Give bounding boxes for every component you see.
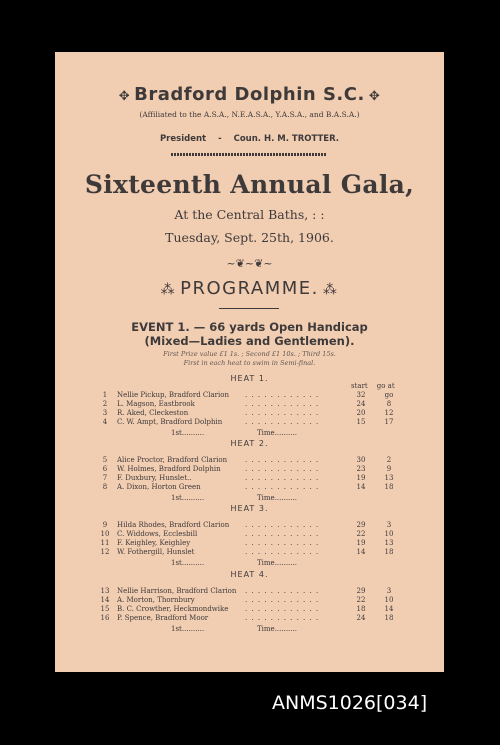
- prize-line: First Prize value £1 1s. ; Second £1 10s. ; Third 15s.: [163, 350, 336, 358]
- entry-name: P. Spence, Bradford Moor: [117, 614, 209, 622]
- leader-dots: . . . . . . . . . . . .: [245, 391, 320, 399]
- leader-dots: . . . . . . . . . . . .: [245, 539, 320, 547]
- heat-title: HEAT 1.: [230, 374, 269, 383]
- time-blank: Time..........: [257, 494, 297, 502]
- entry-number: 7: [102, 474, 108, 482]
- leader-dots: . . . . . . . . . . . .: [245, 483, 320, 491]
- entry-row: [55, 548, 444, 557]
- entry-number: 14: [100, 596, 110, 604]
- time-blank: Time..........: [257, 559, 297, 567]
- entry-row: [55, 400, 444, 409]
- programme-heading: [55, 278, 444, 299]
- entry-start: 19: [356, 474, 366, 482]
- entry-name: W. Holmes, Bradford Dolphin: [117, 465, 221, 473]
- heat-result-line: [55, 559, 444, 568]
- heat-block: [55, 439, 444, 505]
- entry-name: A. Dixon, Horton Green: [117, 483, 201, 491]
- entry-row: [55, 456, 444, 465]
- entry-row: [55, 539, 444, 548]
- entry-start: 14: [356, 483, 366, 491]
- heat-title: HEAT 3.: [230, 504, 269, 513]
- heat-block: [55, 504, 444, 570]
- entry-row: [55, 605, 444, 614]
- entry-name: Nellie Pickup, Bradford Clarion: [117, 391, 229, 399]
- entry-go-at: 3: [386, 521, 392, 529]
- entry-name: F. Keighley, Keighley: [117, 539, 191, 547]
- entry-go-at: 3: [386, 587, 392, 595]
- qualify-line: First in each heat to swim in Semi-final.: [183, 359, 316, 367]
- leader-dots: . . . . . . . . . . . .: [245, 409, 320, 417]
- column-headers: [351, 382, 404, 390]
- ornament-icon: ✥: [118, 89, 131, 104]
- entry-number: 10: [100, 530, 110, 538]
- entry-name: C. Widdows, Ecclesbill: [117, 530, 198, 538]
- entry-number: 2: [102, 400, 108, 408]
- first-place-blank: 1st..........: [171, 429, 205, 437]
- president-name: Coun. H. M. TROTTER.: [233, 134, 340, 144]
- leader-dots: . . . . . . . . . . . .: [245, 596, 320, 604]
- leader-dots: . . . . . . . . . . . .: [245, 587, 320, 595]
- club-name-text: Bradford Dolphin S.C.: [134, 84, 365, 105]
- start-column-header: start: [351, 382, 368, 390]
- entry-row: [55, 391, 444, 400]
- entry-start: 18: [356, 605, 366, 613]
- programme-sheet: [55, 52, 444, 672]
- gala-date: Tuesday, Sept. 25th, 1906.: [165, 230, 334, 245]
- entry-go-at: 17: [384, 418, 394, 426]
- entry-start: 24: [356, 614, 366, 622]
- entry-go-at: 18: [384, 614, 394, 622]
- entry-number: 1: [102, 391, 108, 399]
- entry-row: [55, 596, 444, 605]
- leader-dots: . . . . . . . . . . . .: [245, 474, 320, 482]
- entry-go-at: go: [384, 391, 394, 399]
- entry-start: 29: [356, 521, 366, 529]
- entry-name: W. Fothergill, Hunslet: [117, 548, 195, 556]
- entry-row: [55, 614, 444, 623]
- first-place-blank: 1st..........: [171, 625, 205, 633]
- entry-go-at: 12: [384, 409, 394, 417]
- entry-number: 6: [102, 465, 108, 473]
- entry-number: 11: [100, 539, 110, 547]
- entry-row: [55, 483, 444, 492]
- entry-go-at: 10: [384, 596, 394, 604]
- entry-start: 15: [356, 418, 366, 426]
- heat-result-line: [55, 494, 444, 503]
- entry-start: 30: [356, 456, 366, 464]
- entry-start: 32: [356, 391, 366, 399]
- entry-number: 8: [102, 483, 108, 491]
- heat-title: HEAT 4.: [230, 570, 269, 579]
- first-place-blank: 1st..........: [171, 559, 205, 567]
- entry-row: [55, 530, 444, 539]
- entry-start: 19: [356, 539, 366, 547]
- entry-go-at: 13: [384, 539, 394, 547]
- event-line-2: (Mixed—Ladies and Gentlemen).: [144, 334, 355, 348]
- entry-row: [55, 465, 444, 474]
- president-label: President: [159, 134, 207, 144]
- entry-number: 4: [102, 418, 108, 426]
- leader-dots: . . . . . . . . . . . .: [245, 418, 320, 426]
- entry-row: [55, 521, 444, 530]
- entry-number: 13: [100, 587, 110, 595]
- entry-go-at: 18: [384, 483, 394, 491]
- heat-block: [55, 570, 444, 636]
- leader-dots: . . . . . . . . . . . .: [245, 521, 320, 529]
- entry-go-at: 13: [384, 474, 394, 482]
- entry-name: F. Duxbury, Hunslet..: [117, 474, 192, 482]
- entry-go-at: 8: [386, 400, 392, 408]
- entry-start: 29: [356, 587, 366, 595]
- heat-result-line: [55, 625, 444, 634]
- event-title: [55, 320, 444, 348]
- entry-number: 9: [102, 521, 108, 529]
- club-name: [55, 84, 444, 105]
- divider: [219, 308, 279, 309]
- entry-name: Nellie Harrison, Bradford Clarion: [117, 587, 237, 595]
- entry-start: 23: [356, 465, 366, 473]
- entry-start: 20: [356, 409, 366, 417]
- president-line: [55, 134, 444, 144]
- flourish-icon: ~❦~❦~: [226, 257, 273, 270]
- heat-title: HEAT 2.: [230, 439, 269, 448]
- entry-name: R. Aked, Cleckeston: [117, 409, 189, 417]
- entry-number: 16: [100, 614, 110, 622]
- catalogue-caption: ANMS1026[034]: [272, 692, 428, 714]
- entry-row: [55, 587, 444, 596]
- leader-dots: . . . . . . . . . . . .: [245, 614, 320, 622]
- entry-go-at: 10: [384, 530, 394, 538]
- entry-number: 15: [100, 605, 110, 613]
- president-dash: -: [218, 134, 222, 144]
- entry-row: [55, 418, 444, 427]
- heat-result-line: [55, 429, 444, 438]
- entry-name: C. W. Ampt, Bradford Dolphin: [117, 418, 223, 426]
- heat-block: [55, 374, 444, 440]
- entry-name: A. Morton, Thornbury: [117, 596, 195, 604]
- entry-name: Hilda Rhodes, Bradford Clarion: [117, 521, 230, 529]
- event-prizes: [55, 350, 444, 368]
- entry-start: 24: [356, 400, 366, 408]
- entry-go-at: 18: [384, 548, 394, 556]
- leader-dots: . . . . . . . . . . . .: [245, 400, 320, 408]
- entry-name: Alice Proctor, Bradford Clarion: [117, 456, 228, 464]
- time-blank: Time..........: [257, 429, 297, 437]
- go-at-column-header: go at: [376, 382, 395, 390]
- leader-dots: . . . . . . . . . . . .: [245, 605, 320, 613]
- entry-number: 3: [102, 409, 108, 417]
- leader-dots: . . . . . . . . . . . .: [245, 548, 320, 556]
- leader-dots: . . . . . . . . . . . .: [245, 530, 320, 538]
- ornament-icon: ⁂: [160, 282, 177, 298]
- entry-go-at: 2: [386, 456, 392, 464]
- first-place-blank: 1st..........: [171, 494, 205, 502]
- entry-start: 22: [356, 530, 366, 538]
- entry-number: 5: [102, 456, 108, 464]
- event-line-1: EVENT 1. — 66 yards Open Handicap: [131, 320, 368, 334]
- entry-start: 14: [356, 548, 366, 556]
- ornament-icon: ✥: [368, 89, 381, 104]
- entry-row: [55, 474, 444, 483]
- entry-number: 12: [100, 548, 110, 556]
- affiliation: (Affiliated to the A.S.A., N.E.A.S.A., Y.A.S.A., and B.A.S.A.): [139, 110, 360, 119]
- time-blank: Time..........: [257, 625, 297, 633]
- programme-label: PROGRAMME.: [180, 278, 319, 299]
- ornament-icon: ⁂: [322, 282, 339, 298]
- divider: [171, 153, 327, 156]
- gala-title: Sixteenth Annual Gala,: [84, 170, 415, 199]
- leader-dots: . . . . . . . . . . . .: [245, 456, 320, 464]
- leader-dots: . . . . . . . . . . . .: [245, 465, 320, 473]
- entry-name: L. Magson, Eastbrook: [117, 400, 195, 408]
- venue: At the Central Baths, : :: [174, 207, 325, 222]
- entry-start: 22: [356, 596, 366, 604]
- entry-go-at: 14: [384, 605, 394, 613]
- entry-name: B. C. Crowther, Heckmondwike: [117, 605, 229, 613]
- entry-go-at: 9: [386, 465, 392, 473]
- entry-row: [55, 409, 444, 418]
